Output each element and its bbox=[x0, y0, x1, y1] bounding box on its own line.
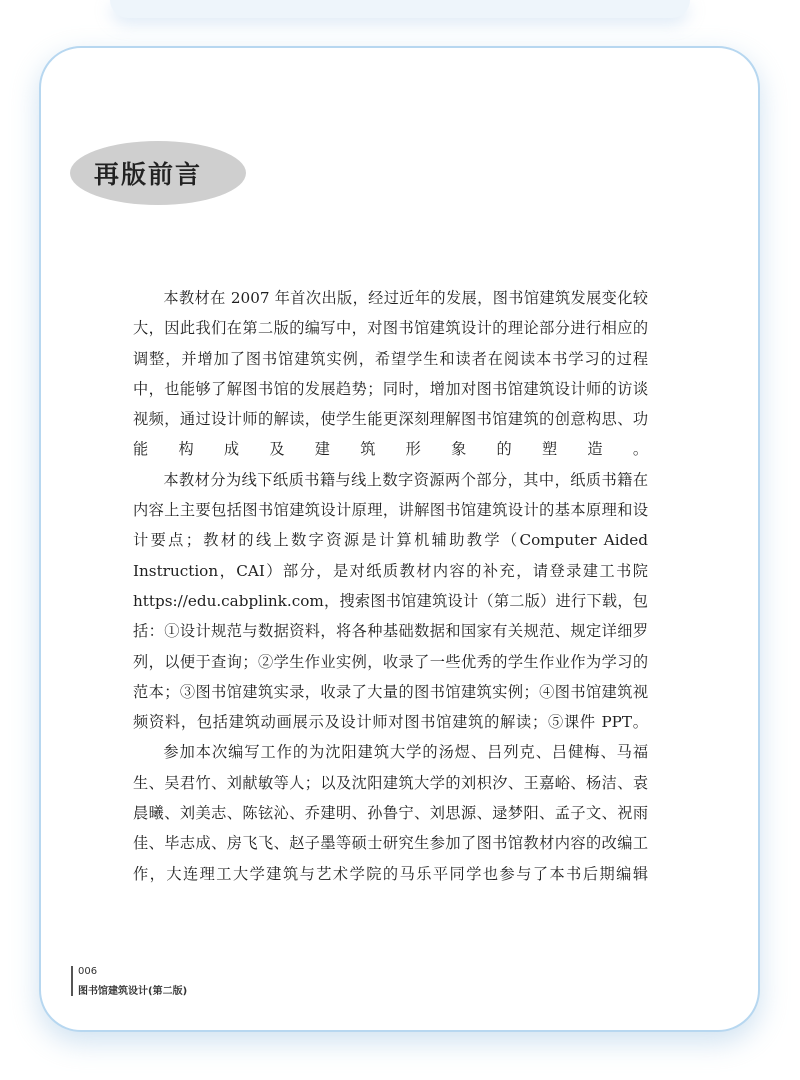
section-title-badge bbox=[70, 141, 246, 205]
preface-body bbox=[133, 283, 648, 889]
section-title: 再版前言 bbox=[93, 160, 202, 189]
footer-vertical-rule bbox=[71, 966, 73, 996]
preface-paragraph-2: 本教材分为线下纸质书籍与线上数字资源两个部分，其中，纸质书籍在内容上主要包括图书馆建筑设计原理，讲解图书馆建筑设计的基本原理和设计要点；教材的线上数字资源是计算机辅助教学（Computer Aided Instruction，CAI）部分，是对纸质教材内容的补充，请登录建工书院 https://edu.cabplink.com，搜索图书馆建筑设计（第二版）进行下载，包括：①设计规范与数据资料，将各种基础数据和国家有关规范、规定详细罗列，以便于查询；②学生作业实例，收录了一些优秀的学生作业作为学习的范本；③图书馆建筑实录，收录了大量的图书馆建筑实例；④图书馆建筑视频资料，包括建筑动画展示及设计师对图书馆建筑的解读；⑤课件 PPT。 bbox=[133, 470, 648, 732]
preface-paragraph-1: 本教材在 2007 年首次出版，经过近年的发展，图书馆建筑发展变化较大，因此我们在第二版的编写中，对图书馆建筑设计的理论部分进行相应的调整，并增加了图书馆建筑实例，希望学生和读者在阅读本书学习的过程中，也能够了解图书馆的发展趋势；同时，增加对图书馆建筑设计师的访谈视频，通过设计师的解读，使学生能更深刻理解图书馆建筑的创意构思、功能构成及建筑形象的塑造。 bbox=[133, 289, 648, 459]
footer-page-number: 006 bbox=[78, 966, 98, 977]
footer-book-title: 图书馆建筑设计(第二版) bbox=[78, 986, 188, 997]
top-decorative-shadow bbox=[110, 0, 690, 18]
preface-paragraph-3: 参加本次编写工作的为沈阳建筑大学的汤煜、吕列克、吕健梅、马福生、吴君竹、刘献敏等人；以及沈阳建筑大学的刘枳汐、王嘉峪、杨洁、袁晨曦、刘美志、陈铉沁、乔建明、孙鲁宁、刘思源、逯梦阳、孟子文、祝雨佳、毕志成、房飞飞、赵子墨等硕士研究生参加了图书馆教材内容的改编工作，大连理工大学建筑与艺术学院的马乐平同学也参与了本书后期编辑 bbox=[133, 743, 648, 883]
